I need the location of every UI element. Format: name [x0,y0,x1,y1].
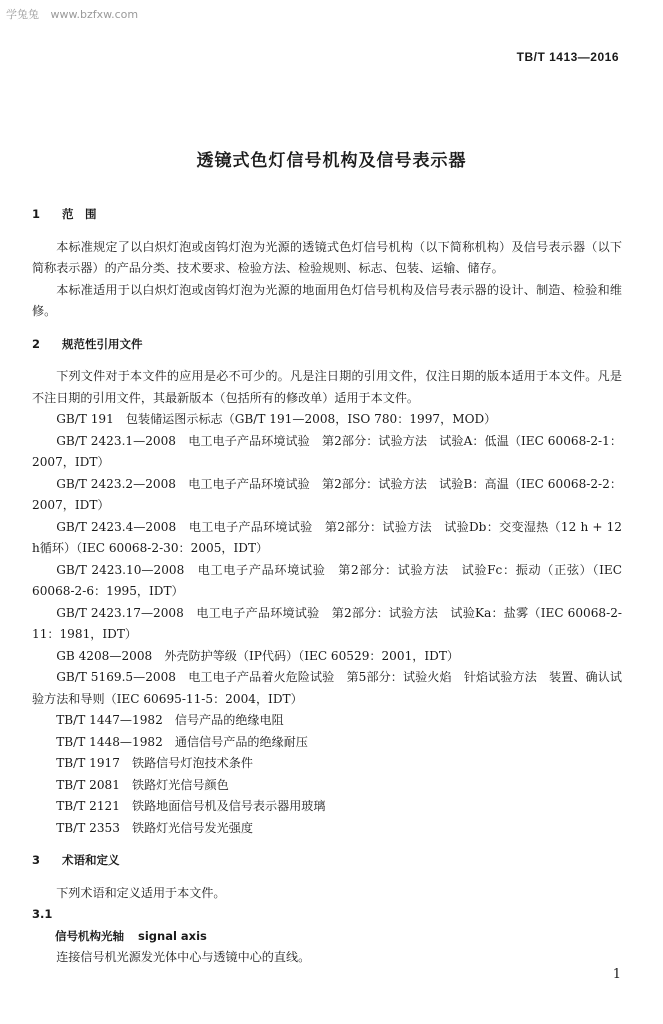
term-name [32,926,622,948]
reference-item: GB/T 5169.5—2008 电工电子产品着火危险试验 第5部分：试验火焰 针焰试验方法 装置、确认试验方法和导则（IEC 60695-11-5：2004，IDT） [32,670,622,706]
reference-item: GB/T 2423.1—2008 电工电子产品环境试验 第2部分：试验方法 试验A：低温（IEC 60068-2-1：2007，IDT） [32,433,622,469]
scope-paragraph: 本标准适用于以白炽灯泡或卤钨灯泡为光源的地面用色灯信号机构及信号表示器的设计、制造、检验和维修。 [32,282,622,318]
reference-item: GB 4208—2008 外壳防护等级（IP代码）（IEC 60529：2001，IDT） [56,648,459,663]
section-title: 术语和定义 [62,853,120,867]
document-title: 透镜式色灯信号机构及信号表示器 [196,151,467,171]
section-title: 范 围 [62,207,97,221]
terms-intro: 下列术语和定义适用于本文件。 [56,885,226,900]
reference-item: GB/T 2423.2—2008 电工电子产品环境试验 第2部分：试验方法 试验B：高温（IEC 60068-2-2：2007，IDT） [32,476,622,512]
reference-item: GB/T 191 包装储运图示标志（GB/T 191—2008，ISO 780：1997，MOD） [56,412,497,426]
standard-code: TB/T 1413—2016 [516,50,619,64]
section-number: 1 [32,207,41,221]
section-heading-scope [32,204,622,226]
watermark-site-name: 学兔兔 [6,8,39,21]
reference-item: TB/T 2081 铁路灯光信号颜色 [56,777,229,792]
term-definition: 连接信号机光源发光体中心与透镜中心的直线。 [56,950,311,964]
page-number: 1 [612,967,621,982]
reference-item: GB/T 2423.4—2008 电工电子产品环境试验 第2部分：试验方法 试验Db：交变湿热（12 h + 12 h循环）（IEC 60068-2-30：2005，IDT） [32,519,622,555]
reference-item: TB/T 1448—1982 通信信号产品的绝缘耐压 [56,734,308,749]
reference-item: GB/T 2423.17—2008 电工电子产品环境试验 第2部分：试验方法 试验Ka：盐雾（IEC 60068-2-11：1981，IDT） [32,605,622,641]
section-number: 3 [32,853,41,867]
section-title: 规范性引用文件 [62,336,143,351]
watermark [6,6,138,22]
term-number: 3.1 [32,907,53,921]
reference-item: TB/T 1447—1982 信号产品的绝缘电阻 [56,713,284,727]
term-name-en: signal axis [138,928,207,943]
section-heading-terms [32,850,622,872]
document-body [32,204,622,969]
section-heading-normative-refs [32,334,622,356]
reference-item: GB/T 2423.10—2008 电工电子产品环境试验 第2部分：试验方法 试验Fc：振动（正弦）（IEC 60068-2-6：1995，IDT） [32,562,622,598]
section-number: 2 [32,336,41,351]
normative-refs-intro: 下列文件对于本文件的应用是必不可少的。凡是注日期的引用文件，仅注日期的版本适用于本文件。凡是不注日期的引用文件，其最新版本（包括所有的修改单）适用于本文件。 [32,369,622,405]
reference-item: TB/T 2121 铁路地面信号机及信号表示器用玻璃 [56,799,326,813]
scope-paragraph: 本标准规定了以白炽灯泡或卤钨灯泡为光源的透镜式色灯信号机构（以下简称机构）及信号表示器（以下简称表示器）的产品分类、技术要求、检验方法、检验规则、标志、包装、运输、储存。 [32,239,622,275]
reference-item: TB/T 1917 铁路信号灯泡技术条件 [56,756,253,770]
term-name-cn: 信号机构光轴 [55,928,124,943]
watermark-site-url: www.bzfxw.com [50,8,139,21]
reference-item: TB/T 2353 铁路灯光信号发光强度 [56,820,253,835]
